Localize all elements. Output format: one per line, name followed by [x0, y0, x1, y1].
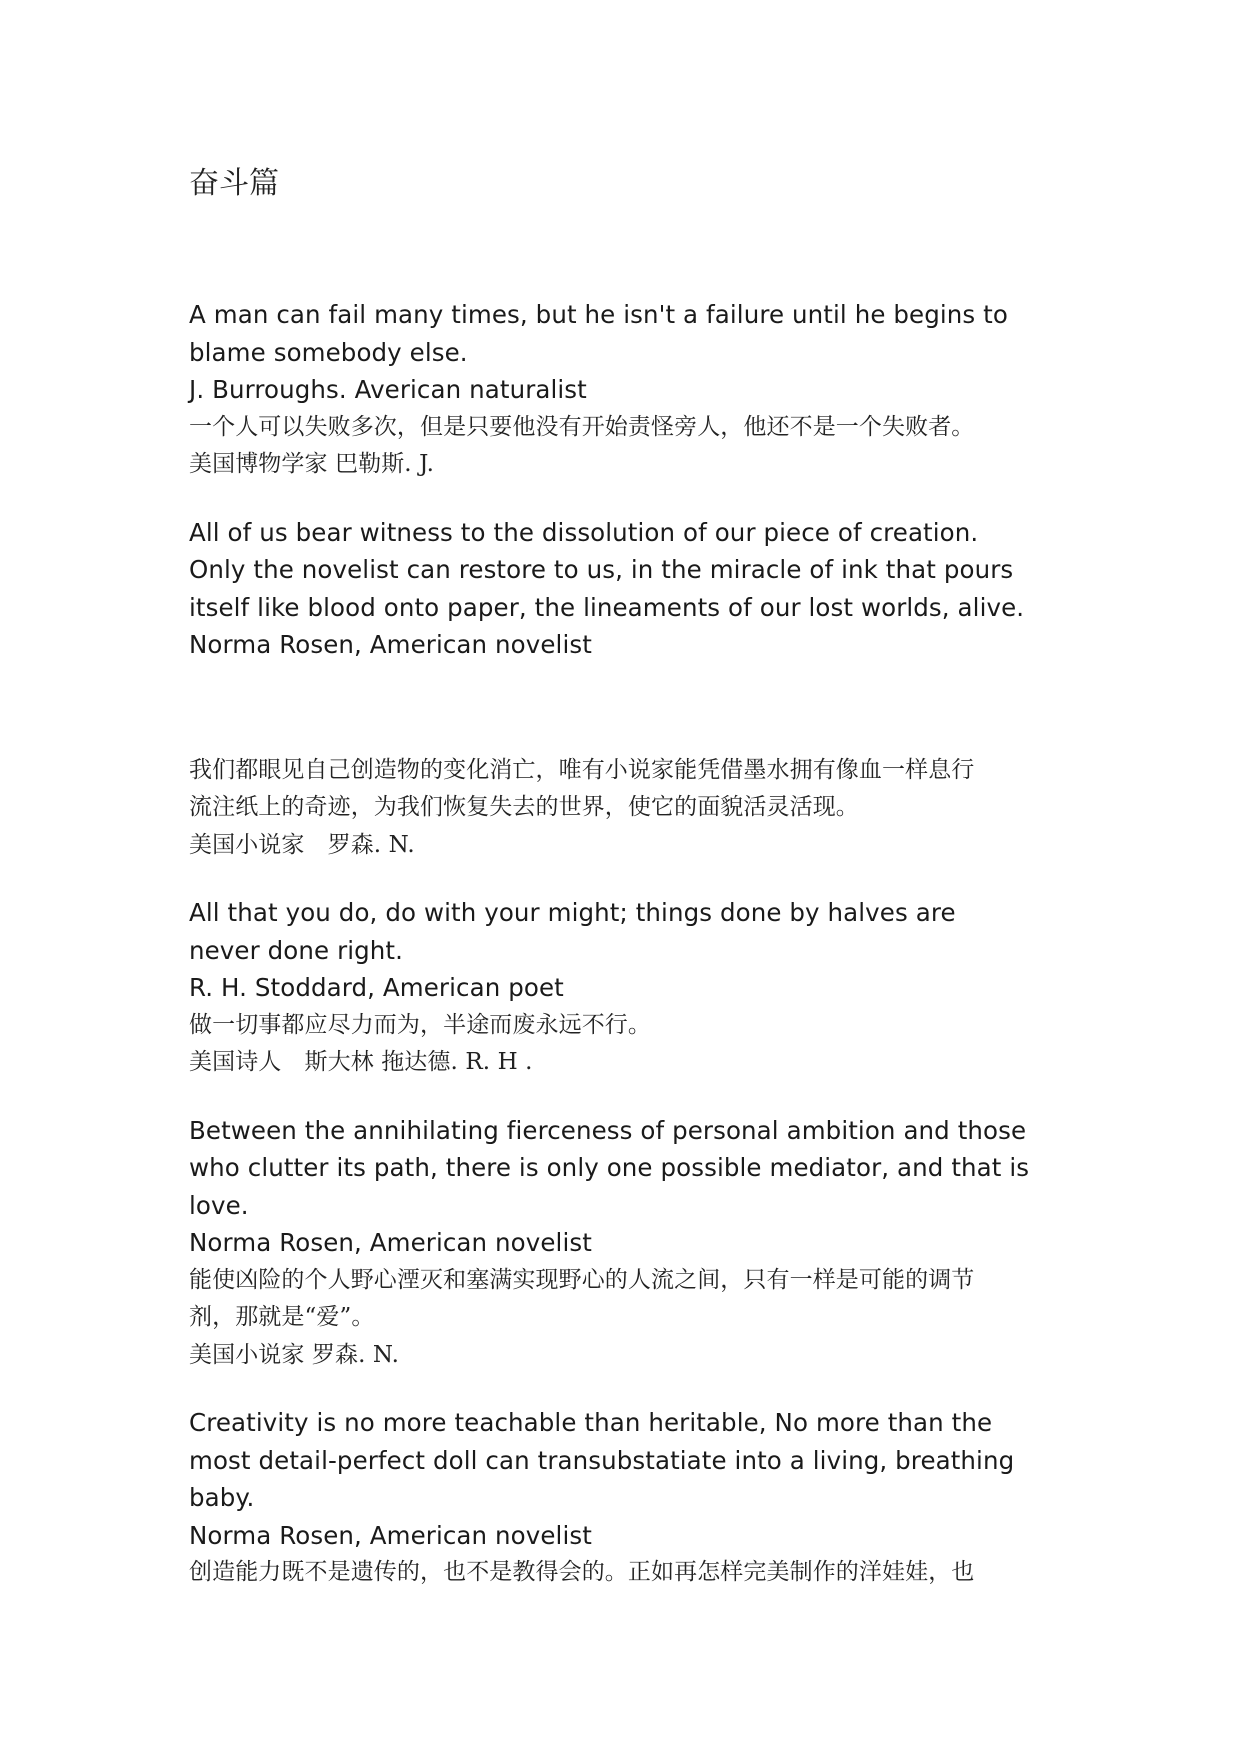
quote-chinese-line: 流注纸上的奇迹，为我们恢复失去的世界，使它的面貌活灵活现。 — [189, 794, 859, 820]
quote-author-chinese: 美国诗人 斯大林 拖达德. R. H . — [189, 1049, 533, 1075]
quote-english-line: All that you do, do with your might; things done by halves are — [189, 898, 956, 927]
quote-chinese-line: 能使凶险的个人野心湮灭和塞满实现野心的人流之间，只有一样是可能的调节 — [189, 1266, 975, 1293]
quote-english-line: baby. — [189, 1483, 255, 1512]
quote-chinese-line: 我们都眼见自己创造物的变化消亡，唯有小说家能凭借墨水拥有像血一样息行 — [189, 756, 975, 783]
quote-chinese-line: 一个人可以失败多次，但是只要他没有开始责怪旁人，他还不是一个失败者。 — [189, 413, 975, 440]
quote-block-4 — [189, 1112, 1069, 1375]
quote-english-line: love. — [189, 1190, 249, 1220]
quote-author-english: R. H. Stoddard, American poet — [189, 973, 564, 1002]
quote-chinese-line: 创造能力既不是遗传的，也不是教得会的。正如再怎样完美制作的洋娃娃，也 — [189, 1559, 975, 1585]
quote-english-line: All of us bear witness to the dissolution of our piece of creation. — [189, 517, 979, 547]
quote-english-line: most detail-perfect doll can transubstatiate into a living, breathing — [189, 1445, 1015, 1475]
quote-author-chinese: 美国博物学家 巴勒斯. J. — [189, 451, 435, 477]
document-body — [189, 162, 1069, 1592]
quote-english-line: Between the annihilating fierceness of personal ambition and those — [189, 1115, 1027, 1145]
quote-author-chinese: 美国小说家 罗森. N. — [189, 1341, 400, 1368]
quote-english-line: blame somebody else. — [189, 337, 468, 367]
quote-english-line: never done right. — [189, 935, 404, 965]
quote-chinese-line: 做一切事都应尽力而为，半途而废永远不行。 — [189, 1011, 651, 1038]
quote-block-3 — [189, 894, 1069, 1082]
quote-english-line: Creativity is no more teachable than heritable, No more than the — [189, 1408, 993, 1437]
page-title: 奋斗篇 — [189, 166, 279, 201]
quote-block-5 — [189, 1404, 1069, 1592]
quote-author-english: J. Burroughs. Averican naturalist — [189, 375, 587, 404]
quote-english-line: who clutter its path, there is only one possible mediator, and that is — [189, 1153, 1030, 1182]
quote-author-english: Norma Rosen, American novelist — [189, 1228, 592, 1257]
quote-author-english: Norma Rosen, American novelist — [189, 1520, 592, 1550]
quote-author-english: Norma Rosen, American novelist — [189, 630, 592, 659]
quote-author-chinese: 美国小说家 罗森. N. — [189, 831, 415, 858]
quote-block-2 — [189, 514, 1069, 865]
quote-english-line: Only the novelist can restore to us, in the miracle of ink that pours — [189, 555, 1014, 584]
quote-chinese-line: 剂，那就是“爱”。 — [189, 1304, 375, 1330]
quote-english-line: A man can fail many times, but he isn't a failure until he begins to — [189, 300, 1008, 329]
quote-block-1 — [189, 296, 1069, 484]
quote-english-line: itself like blood onto paper, the lineaments of our lost worlds, alive. — [189, 592, 1025, 622]
